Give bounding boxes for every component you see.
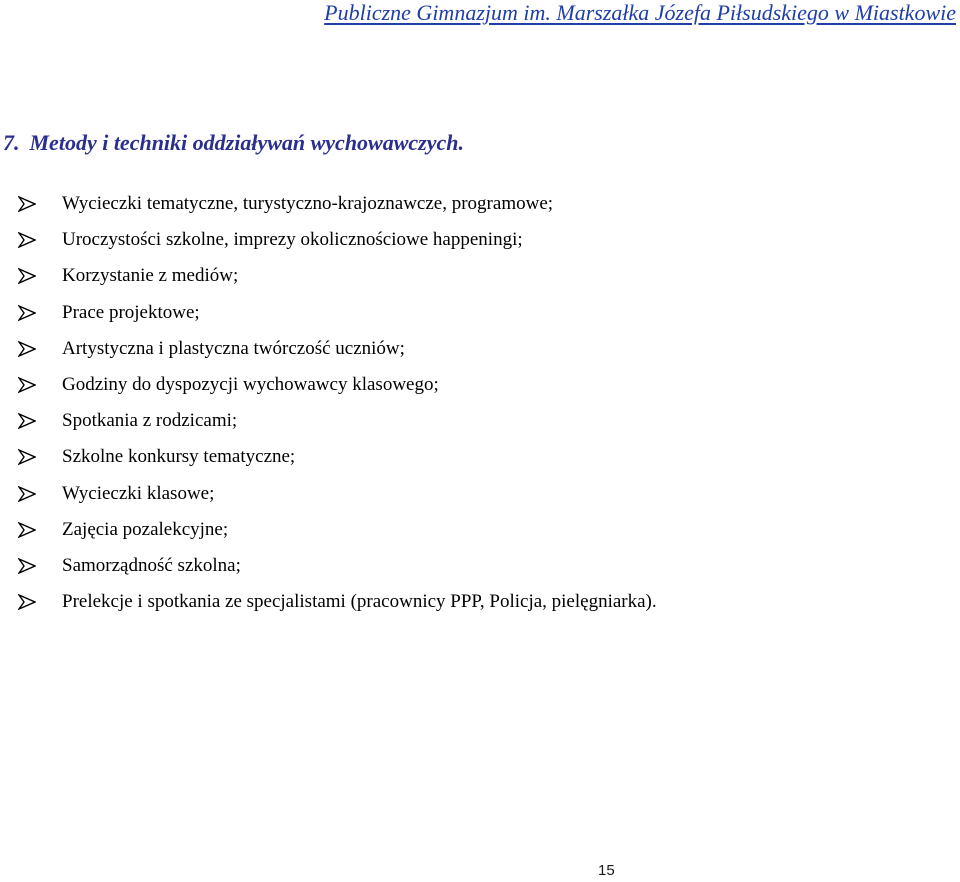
list-item-text: Spotkania z rodzicami; [62,410,238,432]
arrowhead-bullet-icon [18,377,36,393]
arrowhead-bullet-icon [18,558,36,574]
list-item-text: Uroczystości szkolne, imprezy okolicznościowe happeningi; [62,229,523,251]
section-heading [3,128,464,158]
school-name-header: Publiczne Gimnazjum im. Marszałka Józefa Piłsudskiego w Miastkowie [324,0,956,25]
arrowhead-bullet-icon [18,449,36,465]
list-item-text: Prelekcje i spotkania ze specjalistami (pracownicy PPP, Policja, pielęgniarka). [62,591,657,613]
list-item-text: Wycieczki tematyczne, turystyczno-krajoznawcze, programowe; [62,193,554,215]
list-item-text: Prace projektowe; [62,301,200,323]
list-item-text: Szkolne konkursy tematyczne; [62,446,296,468]
arrowhead-bullet-icon [18,594,36,610]
list-item-text: Artystyczna i plastyczna twórczość uczniów; [62,337,405,359]
section-title: Metody i techniki oddziaływań wychowawczych. [29,130,464,155]
arrowhead-bullet-icon [18,268,36,284]
list-item-text: Godziny do dyspozycji wychowawcy klasowego; [62,374,439,396]
page-number: 15 [598,862,615,879]
list-item-text: Wycieczki klasowe; [62,482,215,504]
arrowhead-bullet-icon [18,305,36,321]
list-item-text: Korzystanie z mediów; [62,265,239,287]
arrowhead-bullet-icon [18,522,36,538]
list-item-text: Zajęcia pozalekcyjne; [62,518,229,540]
arrowhead-bullet-icon [18,341,36,357]
arrowhead-bullet-icon [18,196,36,212]
arrowhead-bullet-icon [18,486,36,502]
list-item-text: Samorządność szkolna; [62,554,241,576]
arrowhead-bullet-icon [18,232,36,248]
section-number: 7. [3,130,20,155]
arrowhead-bullet-icon [18,413,36,429]
